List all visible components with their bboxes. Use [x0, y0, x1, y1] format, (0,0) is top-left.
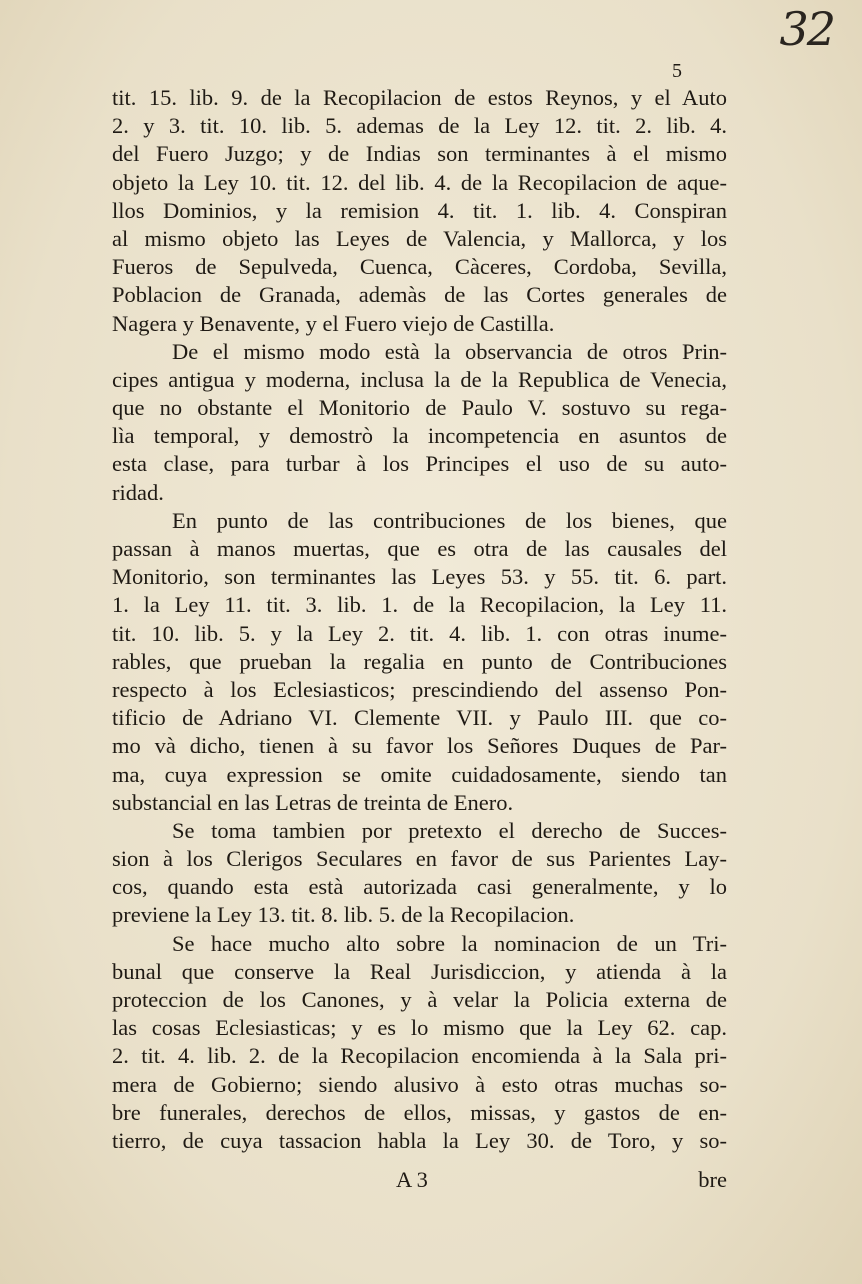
- text-line: bunal que conserve la Real Jurisdiccion, y atienda à la: [112, 958, 727, 984]
- text-line: En punto de las contribuciones de los bienes, que: [172, 507, 727, 533]
- text-line: respecto à los Eclesiasticos; prescindiendo del assenso Pon-: [112, 676, 727, 702]
- text-line: Fueros de Sepulveda, Cuenca, Càceres, Cordoba, Sevilla,: [112, 254, 727, 280]
- text-line: que no obstante el Monitorio de Paulo V. sostuvo su rega-: [112, 395, 727, 421]
- text-line: ma, cuya expression se omite cuidadosamente, siendo tan: [112, 761, 727, 787]
- text-line: objeto la Ley 10. tit. 12. del lib. 4. de la Recopilacion de aque-: [112, 169, 727, 195]
- signature-mark: A 3: [396, 1167, 428, 1192]
- text-line: Nagera y Benavente, y el Fuero viejo de Castilla.: [112, 310, 555, 336]
- page-footer: [112, 1166, 727, 1194]
- body-text: [112, 84, 727, 1155]
- text-line: Poblacion de Granada, ademàs de las Cortes generales de: [112, 282, 727, 308]
- text-line: tit. 15. lib. 9. de la Recopilacion de estos Reynos, y el Auto: [112, 85, 727, 110]
- text-line: rables, que prueban la regalia en punto de Contribuciones: [112, 648, 727, 674]
- text-line: ridad.: [112, 479, 164, 505]
- text-line: mera de Gobierno; siendo alusivo à esto otras muchas so-: [112, 1071, 727, 1097]
- text-line: del Fuero Juzgo; y de Indias son terminantes à el mismo: [112, 141, 727, 167]
- text-line: lìa temporal, y demostrò la incompetencia en asuntos de: [112, 423, 727, 449]
- text-line: 1. la Ley 11. tit. 3. lib. 1. de la Recopilacion, la Ley 11.: [112, 592, 727, 618]
- text-line: mo và dicho, tienen à su favor los Señores Duques de Par-: [112, 733, 727, 759]
- text-line: Monitorio, son terminantes las Leyes 53. y 55. tit. 6. part.: [112, 564, 727, 590]
- text-line: al mismo objeto las Leyes de Valencia, y Mallorca, y los: [112, 225, 727, 251]
- text-line: Se toma tambien por pretexto el derecho de Succes-: [172, 817, 727, 843]
- text-line: cipes antigua y moderna, inclusa la de la Republica de Venecia,: [112, 366, 727, 392]
- text-line: 2. y 3. tit. 10. lib. 5. ademas de la Ley 12. tit. 2. lib. 4.: [112, 113, 727, 139]
- text-line: esta clase, para turbar à los Principes el uso de su auto-: [112, 451, 727, 477]
- text-line: De el mismo modo està la observancia de otros Prin-: [172, 338, 727, 364]
- text-line: 2. tit. 4. lib. 2. de la Recopilacion encomienda à la Sala pri-: [112, 1043, 727, 1069]
- text-line: llos Dominios, y la remision 4. tit. 1. lib. 4. Conspiran: [112, 197, 727, 223]
- text-line: tierro, de cuya tassacion habla la Ley 30. de Toro, y so-: [112, 1127, 727, 1153]
- text-line: cos, quando esta està autorizada casi generalmente, y lo: [112, 874, 727, 900]
- text-line: sion à los Clerigos Seculares en favor de sus Parientes Lay-: [112, 846, 727, 872]
- folio-number: 32: [779, 2, 834, 56]
- text-line: tificio de Adriano VI. Clemente VII. y Paulo III. que co-: [112, 705, 727, 731]
- text-line: las cosas Eclesiasticas; y es lo mismo que la Ley 62. cap.: [112, 1015, 727, 1041]
- text-line: Se hace mucho alto sobre la nominacion de un Tri-: [172, 930, 727, 956]
- text-line: passan à manos muertas, que es otra de las causales del: [112, 536, 727, 561]
- text-line: tit. 10. lib. 5. y la Ley 2. tit. 4. lib. 1. con otras inume-: [112, 620, 727, 646]
- marginal-number: 5: [672, 60, 682, 82]
- text-line: substancial en las Letras de treinta de Enero.: [112, 789, 514, 815]
- text-line: bre funerales, derechos de ellos, missas, y gastos de en-: [112, 1099, 727, 1125]
- catchword: bre: [698, 1167, 727, 1192]
- text-line: proteccion de los Canones, y à velar la Policia externa de: [112, 987, 727, 1012]
- text-line: previene la Ley 13. tit. 8. lib. 5. de la Recopilacion.: [112, 902, 575, 928]
